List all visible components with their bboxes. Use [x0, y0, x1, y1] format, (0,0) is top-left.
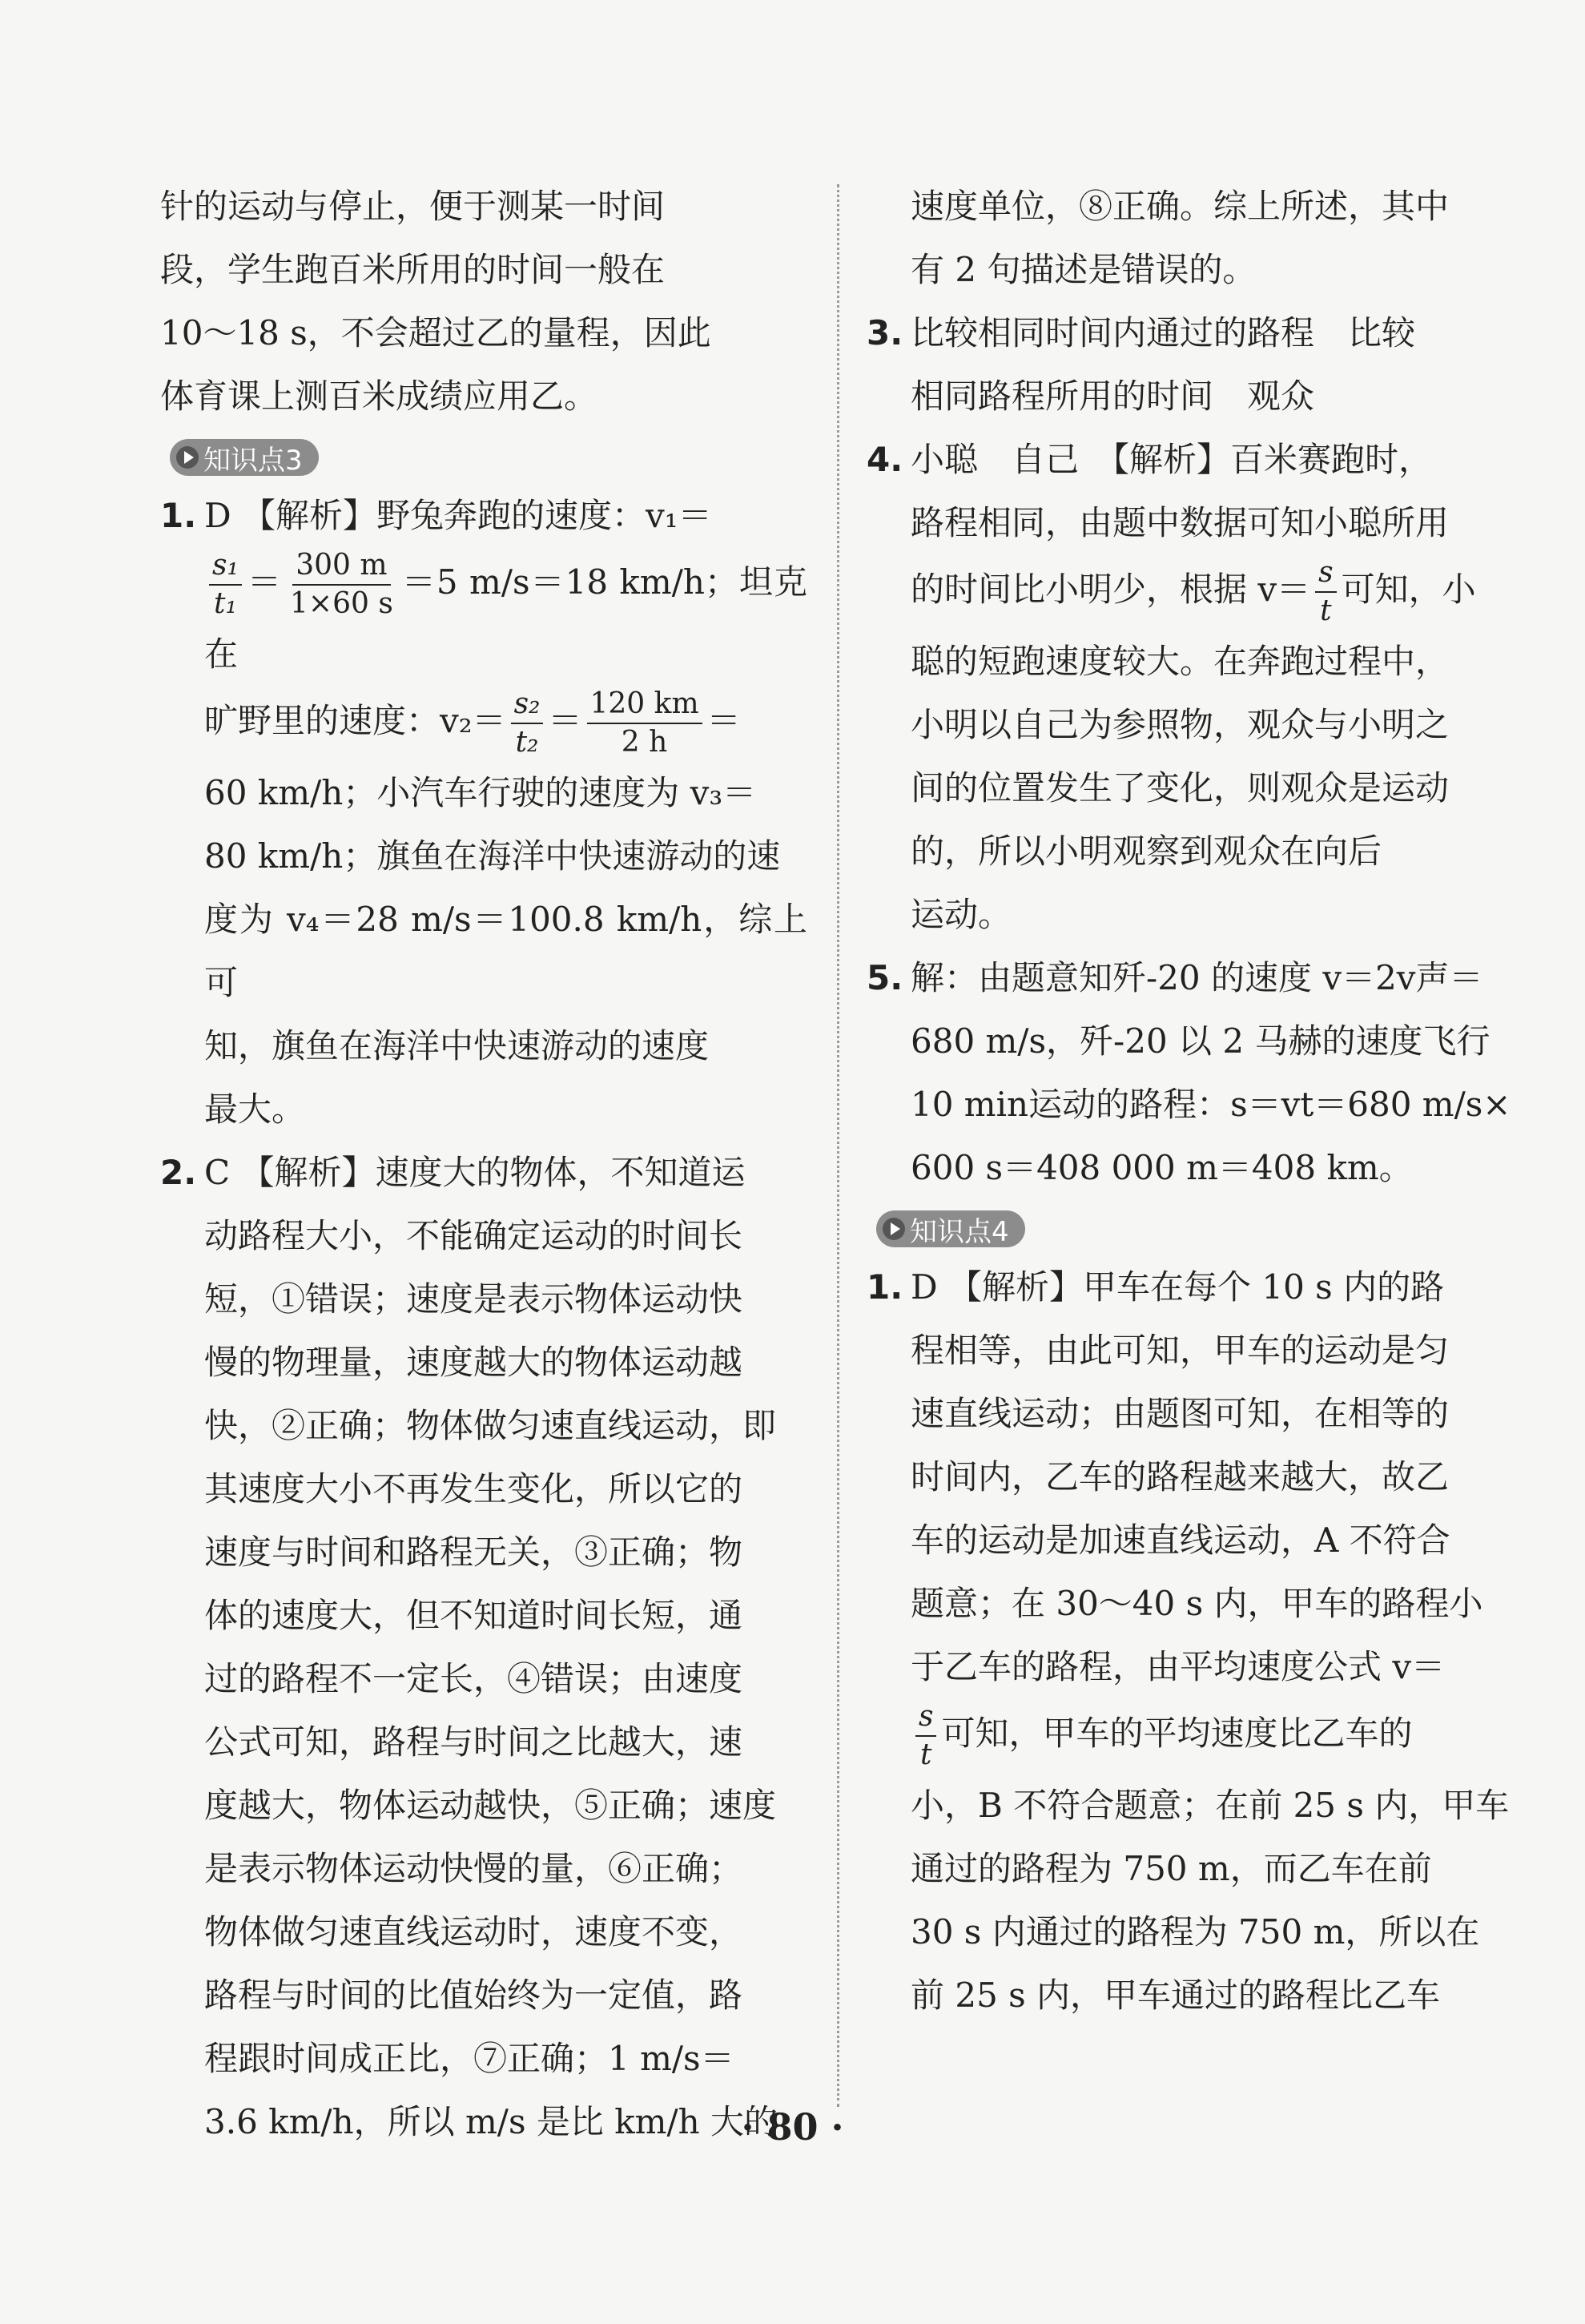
badge-label: 知识点4	[910, 1215, 1009, 1248]
fraction-numerator: s	[915, 1698, 936, 1737]
fraction-numerator: s₂	[511, 686, 544, 724]
text-line: 小聪 自己 【解析】百米赛跑时，	[911, 440, 1433, 479]
text-line: 知，旗鱼在海洋中快速游动的速度	[204, 1026, 710, 1065]
item-number: 5.	[867, 958, 903, 997]
text-line: 运动。	[911, 895, 1012, 934]
text-line: 针的运动与停止，便于测某一时间	[160, 187, 666, 226]
text-fragment: ＝	[706, 701, 741, 740]
left-column	[160, 175, 807, 2153]
page-number: · 80 ·	[741, 2105, 844, 2149]
answer-item-3	[867, 301, 1514, 428]
text-line: 最大。	[204, 1090, 306, 1129]
fraction	[511, 686, 544, 761]
fraction-denominator: 1×60 s	[290, 587, 393, 620]
text-line: 车的运动是加速直线运动，A 不符合	[911, 1520, 1450, 1560]
text-line: 物体做匀速直线运动时，速度不变，	[204, 1912, 743, 1951]
text-line: 小，B 不符合题意；在前 25 s 内，甲车	[911, 1786, 1510, 1825]
text-line: 60 km/h；小汽车行驶的速度为 v₃＝	[204, 773, 757, 812]
text-line: 公式可知，路程与时间之比越大，速	[204, 1722, 743, 1762]
fraction-numerator: 300 m	[292, 547, 390, 586]
fraction-denominator: t	[1320, 594, 1332, 627]
answer-item-1	[160, 484, 807, 1141]
fraction	[287, 547, 396, 622]
fraction	[209, 547, 242, 622]
text-line: 于乙车的路程，由平均速度公式 v＝	[911, 1647, 1446, 1686]
text-line: 程相等，由此可知，甲车的运动是匀	[911, 1331, 1450, 1370]
text-line: 体的速度大，但不知道时间长短，通	[204, 1596, 743, 1635]
answer-item-2	[160, 1141, 807, 2153]
text-line: 3.6 km/h，所以 m/s 是比 km/h 大的	[204, 2102, 778, 2141]
text-line: 速度单位，⑧正确。综上所述，其中	[911, 187, 1450, 226]
fraction-denominator: t	[920, 1738, 932, 1771]
text-line: 路程与时间的比值始终为一定值，路	[204, 1976, 743, 2015]
text-line: 其速度大小不再发生变化，所以它的	[204, 1469, 743, 1508]
text-line: 前 25 s 内，甲车通过的路程比乙车	[911, 1976, 1441, 2015]
text-line: 是表示物体运动快慢的量，⑥正确；	[204, 1849, 743, 1888]
fraction	[915, 1698, 936, 1774]
fraction-denominator: t₂	[515, 726, 539, 759]
text-line: 动路程大小，不能确定运动的时间长	[204, 1216, 743, 1255]
fraction-numerator: 120 km	[587, 686, 702, 724]
formula-line: $\frac{\text{s₁}}{\text{t₁}}$ ＝ $\frac{300 m}{1\times 60 s}$ ＝5 m/s＝18 km/h；坦克在	[204, 549, 807, 674]
badge-label: 知识点3	[203, 444, 303, 477]
text-line: 时间内，乙车的路程越来越大，故乙	[911, 1457, 1450, 1496]
item-number: 1.	[867, 1267, 903, 1307]
text-line: 80 km/h；旗鱼在海洋中快速游动的速	[204, 836, 781, 876]
text-line: 度越大，物体运动越快，⑤正确；速度	[204, 1786, 777, 1825]
right-column	[867, 175, 1514, 2027]
text-line: C 【解析】速度大的物体，不知道运	[204, 1153, 746, 1192]
item-number: 2.	[160, 1153, 197, 1192]
answer-item-k4-1	[867, 1255, 1514, 2027]
text-line: 快，②正确；物体做匀速直线运动，即	[204, 1406, 777, 1445]
formula-line	[911, 1698, 1514, 1774]
text-line: 680 m/s，歼-20 以 2 马赫的速度飞行	[911, 1021, 1490, 1061]
answer-item-4	[867, 428, 1514, 946]
text-line: 速度与时间和路程无关，③正确；物	[204, 1533, 743, 1572]
answer-item-2-continued	[867, 175, 1514, 301]
text-line: 比较相同时间内通过的路程 比较	[911, 313, 1416, 352]
item-number: 3.	[867, 313, 903, 352]
text-line: 10～18 s，不会超过乙的量程，因此	[160, 313, 711, 352]
text-line: 段，学生跑百米所用的时间一般在	[160, 250, 666, 289]
text-line: 间的位置发生了变化，则观众是运动	[911, 768, 1450, 808]
item-number: 1.	[160, 496, 197, 535]
text-line: 30 s 内通过的路程为 750 m，所以在	[911, 1912, 1480, 1951]
play-arrow-icon	[883, 1218, 905, 1240]
text-line: 解：由题意知歼-20 的速度 v＝2v声＝	[911, 958, 1483, 997]
text-line: 10 min运动的路程：s＝vt＝680 m/s×	[911, 1085, 1511, 1124]
section-badge-4	[876, 1210, 1025, 1247]
text-line: D 【解析】甲车在每个 10 s 内的路	[911, 1267, 1445, 1307]
answer-item-5	[867, 946, 1514, 1199]
fraction-numerator: s	[1315, 554, 1336, 593]
text-fragment: ＝5 m/s＝18 km/h；坦克在	[204, 562, 807, 674]
text-line: 的，所以小明观察到观众在向后	[911, 832, 1382, 871]
text-line: 有 2 句描述是错误的。	[911, 250, 1257, 289]
text-line: 度为 v₄＝28 m/s＝100.8 km/h，综上可	[204, 900, 807, 1002]
formula-line	[911, 554, 1514, 630]
text-line: 体育课上测百米成绩应用乙。	[160, 377, 598, 416]
text-line: 通过的路程为 750 m，而乙车在前	[911, 1849, 1432, 1888]
text-line: 聪的短跑速度较大。在奔跑过程中，	[911, 642, 1450, 681]
text-line: 题意；在 30～40 s 内，甲车的路程小	[911, 1584, 1483, 1623]
fraction-denominator: 2 h	[621, 726, 668, 759]
play-arrow-icon	[176, 446, 199, 469]
text-fragment: 的时间比小明少，根据 v＝	[911, 570, 1311, 609]
fraction	[1315, 554, 1336, 630]
text-fragment: 可知，甲车的平均速度比乙车的	[941, 1714, 1413, 1753]
item-number: 4.	[867, 440, 903, 479]
text-line: 小明以自己为参照物，观众与小明之	[911, 705, 1450, 744]
text-fragment: 可知，小	[1341, 570, 1476, 609]
text-line: 短，①错误；速度是表示物体运动快	[204, 1279, 743, 1319]
text-line: 600 s＝408 000 m＝408 km。	[911, 1148, 1413, 1187]
text-line: 过的路程不一定长，④错误；由速度	[204, 1659, 743, 1698]
text-line: 速直线运动；由题图可知，在相等的	[911, 1394, 1450, 1433]
column-divider	[837, 184, 839, 2107]
text-line: 慢的物理量，速度越大的物体运动越	[204, 1343, 743, 1382]
fraction	[587, 686, 702, 761]
text-line: 相同路程所用的时间 观众	[911, 377, 1315, 416]
text-line: 程跟时间成正比，⑦正确；1 m/s＝	[204, 2039, 734, 2078]
text-line: D 【解析】野兔奔跑的速度：v₁＝	[204, 496, 712, 535]
text-fragment: 旷野里的速度：v₂＝	[204, 701, 506, 740]
section-badge-3	[170, 439, 319, 476]
formula-line: 旷野里的速度：v₂＝ $\frac{\text{s₂}}{\text{t₂}}$ ＝ $\frac{120 km}{2 h}$ ＝	[204, 686, 807, 761]
text-line: 路程相同，由题中数据可知小聪所用	[911, 503, 1450, 542]
fraction-numerator: s₁	[209, 547, 242, 586]
fraction-denominator: t₁	[214, 587, 237, 620]
